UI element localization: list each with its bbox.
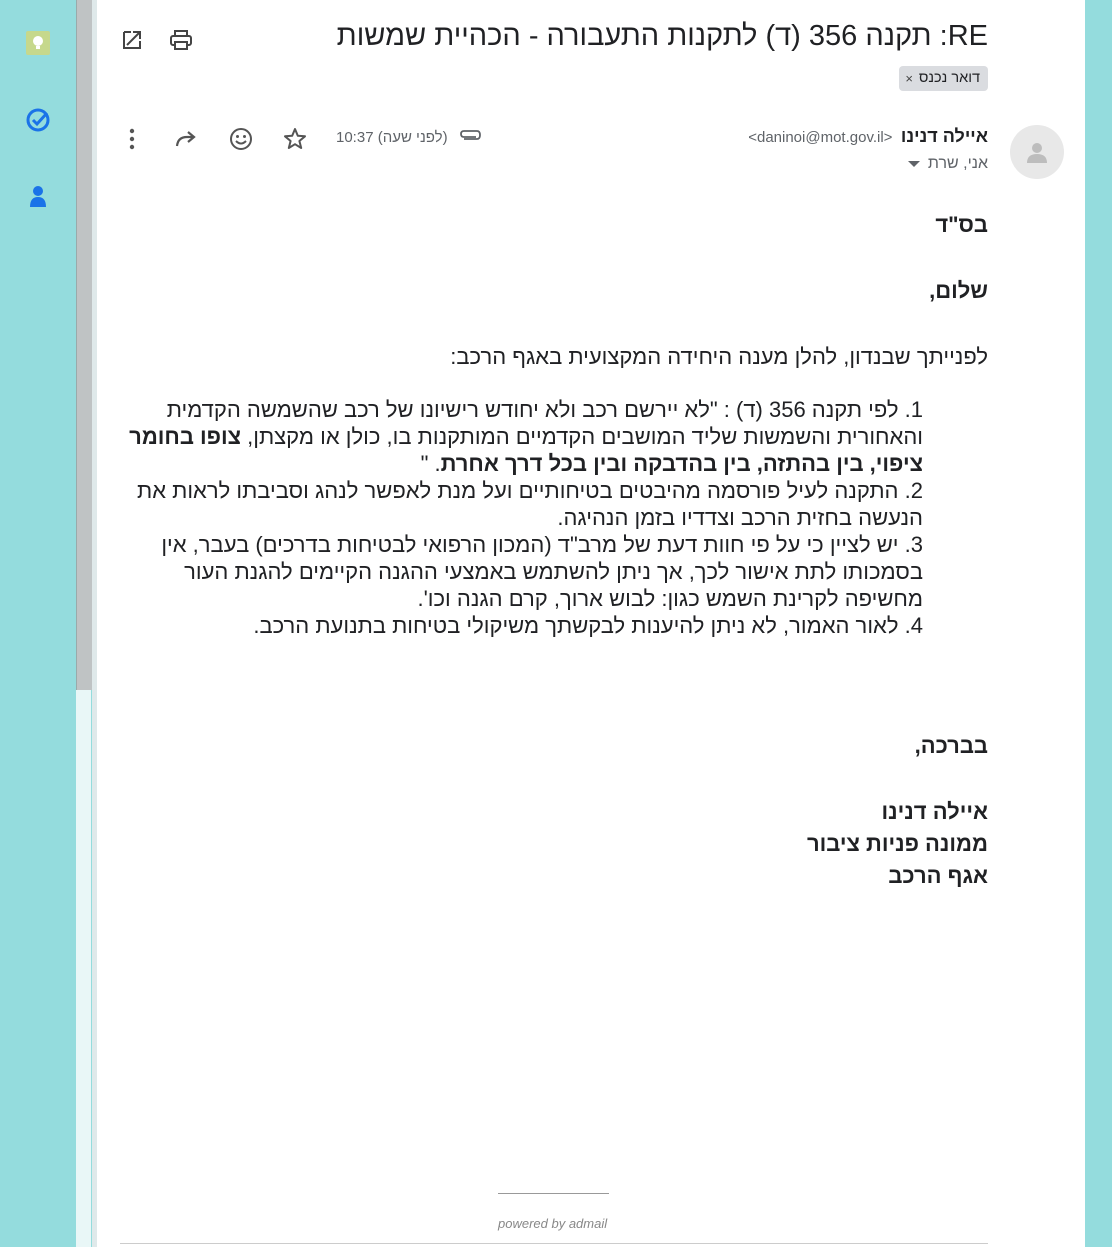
- avatar: [1010, 125, 1064, 179]
- emoji-icon[interactable]: [228, 126, 254, 152]
- email-body: [120, 212, 988, 889]
- list-text: . ": [420, 451, 441, 476]
- list-number: 2.: [904, 478, 923, 503]
- list-text: לאור האמור, לא ניתן להיענות לבקשתך משיקולי בטיחות בתנועת הרכב.: [253, 613, 899, 638]
- list-item: [120, 396, 923, 477]
- bottom-divider: [120, 1243, 988, 1244]
- label-chip-text: דואר נכנס: [918, 70, 980, 86]
- sender-email: <daninoi@mot.gov.il>: [748, 129, 893, 146]
- forward-icon[interactable]: [173, 126, 199, 152]
- chevron-down-icon[interactable]: [908, 161, 920, 167]
- print-icon[interactable]: [169, 28, 193, 52]
- intro-text: לפנייתך שבנדון, להלן מענה היחידה המקצועית באגף הרכב:: [450, 344, 988, 369]
- label-chip-inbox[interactable]: [899, 66, 988, 91]
- scrollbar-track: [76, 690, 91, 1247]
- list-text: התקנה לעיל פורסמה מהיבטים בטיחותיים ועל מנת לאפשר לנהג וסביבתו לראות את הנעשה בחזית הרכב וצדדיו בזמן הנהיגה.: [137, 478, 923, 530]
- response-list: [120, 396, 923, 639]
- expand-icon[interactable]: [120, 28, 144, 52]
- attachment-icon[interactable]: [458, 128, 482, 146]
- powered-by: powered by admail: [498, 1216, 608, 1231]
- list-text: לפי תקנה 356 (ד) : "לא יירשם רכב ולא יחודש רישיונו של רכב שהשמשה הקדמית והאחורית: [166, 397, 923, 449]
- list-item: [120, 612, 923, 639]
- recipients: אני, שרת: [927, 155, 988, 172]
- email-subject: RE: תקנה 356 (ד) לתקנות התעבורה - הכהיית שמשות: [336, 20, 988, 52]
- keep-icon[interactable]: [24, 29, 52, 57]
- list-text-bold: צופו בחומר ציפוי, בין בהתזה, בין בהדבקה ובין בכל דרך אחרת: [129, 424, 923, 476]
- greeting-bsd: בס"ד: [935, 212, 988, 237]
- list-item: [120, 531, 923, 612]
- signature-name: איילה דנינו: [881, 799, 988, 824]
- star-icon[interactable]: [282, 126, 308, 152]
- footer-divider: [498, 1193, 609, 1194]
- list-number: 1.: [904, 397, 923, 422]
- contacts-icon[interactable]: [24, 182, 52, 210]
- timestamp: 10:37 (לפני שעה): [336, 128, 448, 146]
- list-number: 3.: [904, 532, 923, 557]
- sender-line: [748, 126, 988, 147]
- list-text: יש לציין כי על פי חוות דעת של מרב"ד (המכון הרפואי לבטיחות בדרכים) בעבר, אין בסמכותו לתת אישור לכך, אך ניתן להשתמש באמצעי ההגנה הקיימים להגנת העור מחשיפה לקרינת השמש כגון: לבוש ארוך, קרם הגנה וכו'.: [161, 532, 923, 611]
- list-item: [120, 477, 923, 531]
- more-icon[interactable]: [119, 126, 145, 152]
- signature-title: ממונה פניות ציבור: [806, 831, 988, 856]
- signature-dept: אגף הרכב: [888, 863, 988, 888]
- sender-name[interactable]: איילה דנינו: [900, 126, 988, 146]
- scrollbar[interactable]: [76, 0, 92, 690]
- greeting: שלום,: [929, 278, 988, 303]
- side-rail: [0, 0, 76, 1247]
- list-number: 4.: [904, 613, 923, 638]
- remove-label-icon[interactable]: ×: [905, 71, 913, 86]
- message-meta: [336, 128, 482, 146]
- right-margin: [1085, 0, 1112, 1247]
- closing: בברכה,: [914, 733, 988, 758]
- list-text: והשמשות שליד המושבים הקדמיים המותקנות בו, כולן או מקצתן,: [241, 424, 831, 449]
- tasks-icon[interactable]: [24, 106, 52, 134]
- recipients-line[interactable]: [908, 155, 988, 173]
